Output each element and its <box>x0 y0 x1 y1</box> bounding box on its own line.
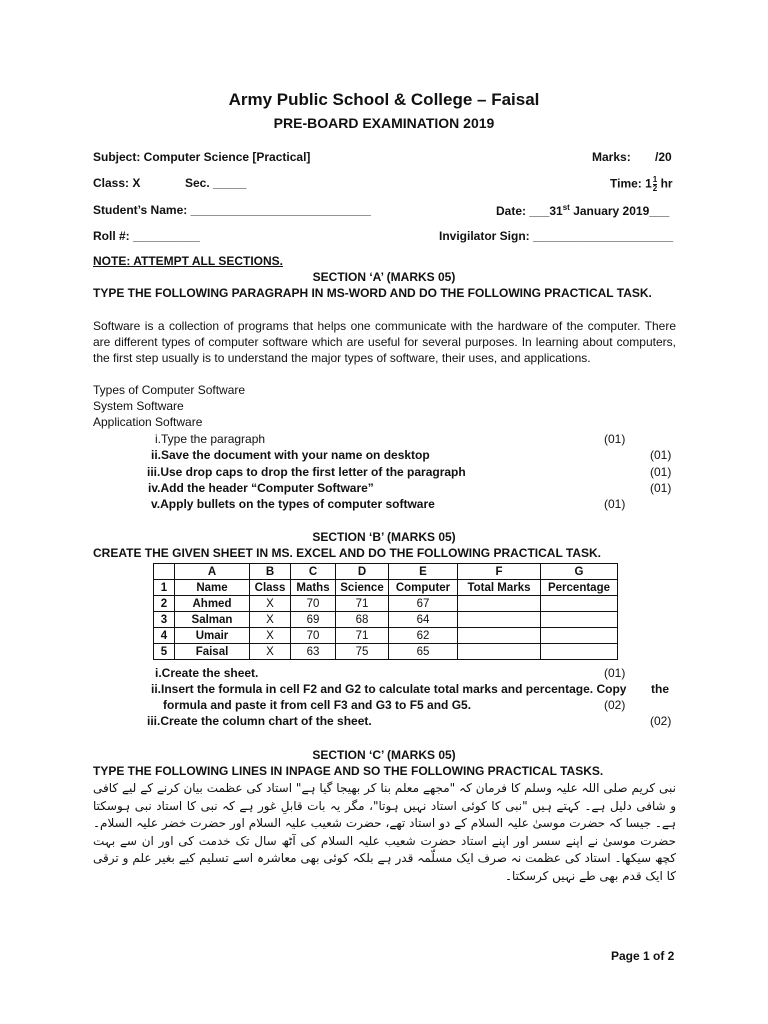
section-c-title: SECTION ‘C’ (MARKS 05) <box>312 748 456 762</box>
task-label: ii.Save the document with your name on desktop <box>151 448 430 462</box>
header-cell: Computer <box>389 580 458 596</box>
section-c-instruction: TYPE THE FOLLOWING LINES IN INPAGE AND SO THE FOLLOWING PRACTICAL TASKS. <box>93 764 604 778</box>
list-line: Types of Computer Software <box>93 383 246 397</box>
column-letter: E <box>389 564 458 580</box>
header-cell: Class <box>250 580 291 596</box>
marks-value: /20 <box>655 150 672 164</box>
header-cell: Name <box>175 580 250 596</box>
table-cell: 64 <box>389 612 458 628</box>
table-cell: X <box>250 644 291 660</box>
table-row <box>154 628 618 644</box>
exam-title: PRE-BOARD EXAMINATION 2019 <box>273 115 495 131</box>
row-number: 4 <box>154 628 175 644</box>
header-cell: Maths <box>291 580 336 596</box>
section-b-title: SECTION ‘B’ (MARKS 05) <box>312 530 456 544</box>
table-cell: 65 <box>389 644 458 660</box>
task-label: iii.Create the column chart of the sheet. <box>147 714 372 728</box>
table-row <box>154 596 618 612</box>
list-line: Application Software <box>93 415 203 429</box>
task-label: ii.Insert the formula in cell F2 and G2 to calculate total marks and percentage. Copy <box>151 682 627 696</box>
note: NOTE: ATTEMPT ALL SECTIONS. <box>93 254 283 268</box>
header-cell: Total Marks <box>458 580 541 596</box>
date-label: Date: ___31st January 2019___ <box>496 203 670 218</box>
table-cell: 75 <box>336 644 389 660</box>
task-marks: (02) <box>650 714 672 728</box>
section-b-instruction: CREATE THE GIVEN SHEET IN MS. EXCEL AND DO THE FOLLOWING PRACTICAL TASK. <box>93 546 602 560</box>
subject-label: Subject: Computer Science [Practical] <box>93 150 311 164</box>
table-cell: Salman <box>175 612 250 628</box>
table-cell: 71 <box>336 628 389 644</box>
row-number: 2 <box>154 596 175 612</box>
header-cell: Science <box>336 580 389 596</box>
table-cell: 70 <box>291 628 336 644</box>
column-letter: G <box>541 564 618 580</box>
class-label: Class: X <box>93 176 141 190</box>
task-label: i.Create the sheet. <box>155 666 259 680</box>
task-label: v.Apply bullets on the types of computer software <box>151 497 435 511</box>
table-cell: Ahmed <box>175 596 250 612</box>
table-cell <box>541 628 618 644</box>
table-cell <box>458 628 541 644</box>
table-cell: Umair <box>175 628 250 644</box>
list-line: System Software <box>93 399 184 413</box>
urdu-paragraph: نبی کریم صلی اللہ علیہ وسلم کا فرمان کہ "مجھے معلم بنا کر بھیجا گیا ہے" استاد کی عظمت بیان کرنے کے لیے کافی و شافی دلیل ہے۔ کہتے ہیں "نبی کا کوئی استاد نہیں ہوتا"، مگر یہ بات قابلِ غور ہے کہ نبی کا استاد نبی ہوسکتا ہے۔ جیسا کہ حضرت موسیٰ علیہ السلام کے دو استاد تھے، حضرت شعیب علیہ السلام اور حضرت خضر علیہ السلام۔ حضرت موسیٰ نے اپنے سسر اور اپنے استاد حضرت شعیب علیہ السلام کی آٹھ سال تک خدمت کی اور ان سے بہت کچھ سیکھا۔ استاد کی عظمت نہ صرف ایک مسلّمہ قدر ہے بلکہ کوئی بھی معاشرہ اسے تسلیم کیے بغیر علم و ترقی کا ایک قدم بھی طے نہیں کرسکتا۔ <box>93 781 676 883</box>
row-number: 3 <box>154 612 175 628</box>
invigilator-label: Invigilator Sign: _____________________ <box>439 229 674 243</box>
task-label: formula and paste it from cell F3 and G3 to F5 and G5. <box>163 698 472 712</box>
task-marks: (01) <box>650 481 672 495</box>
table-cell: 69 <box>291 612 336 628</box>
column-letter: B <box>250 564 291 580</box>
table-cell: X <box>250 628 291 644</box>
task-marks: (01) <box>604 666 626 680</box>
section-a-paragraph: Software is a collection of programs that helps one communicate with the hardware of the computer. There are different types of computer software which are useful for several purposes. In learning about computers, the first step usually is to understand the major types of software, their uses, and applications. <box>93 319 676 365</box>
marks-label: Marks: <box>592 150 631 164</box>
table-cell: 68 <box>336 612 389 628</box>
table-cell: 70 <box>291 596 336 612</box>
roll-label: Roll #: __________ <box>93 229 200 243</box>
task-marks: (01) <box>604 497 626 511</box>
section-a-title: SECTION ‘A’ (MARKS 05) <box>312 270 456 284</box>
task-label: iii.Use drop caps to drop the first letter of the paragraph <box>147 465 466 479</box>
time-fraction: $\frac{1}{2}$ <box>652 175 658 193</box>
section-a-instruction: TYPE THE FOLLOWING PARAGRAPH IN MS-WORD AND DO THE FOLLOWING PRACTICAL TASK. <box>93 286 652 300</box>
column-letter: C <box>291 564 336 580</box>
table-cell: X <box>250 612 291 628</box>
table-cell: 67 <box>389 596 458 612</box>
task-marks: (01) <box>650 448 672 462</box>
school-title: Army Public School & College – Faisal <box>228 90 540 109</box>
column-letter: A <box>175 564 250 580</box>
table-cell: 63 <box>291 644 336 660</box>
task-marks: (01) <box>604 432 626 446</box>
task-marks: (02) <box>604 698 626 712</box>
time-label: Time: 1 $\frac{1}{2}$ hr <box>610 175 673 193</box>
table-cell: 71 <box>336 596 389 612</box>
row-number: 5 <box>154 644 175 660</box>
column-letters-row <box>154 564 618 580</box>
section-label: Sec. _____ <box>185 176 247 190</box>
table-cell: Faisal <box>175 644 250 660</box>
spreadsheet-table <box>153 563 618 660</box>
table-cell <box>458 644 541 660</box>
page-number: Page 1 of 2 <box>611 949 675 963</box>
table-cell <box>458 612 541 628</box>
table-cell <box>541 644 618 660</box>
column-letter: F <box>458 564 541 580</box>
row-number: 1 <box>154 580 175 596</box>
table-row <box>154 612 618 628</box>
task-label: iv.Add the header “Computer Software” <box>148 481 374 495</box>
corner-cell <box>154 564 175 580</box>
table-row <box>154 644 618 660</box>
table-cell <box>541 596 618 612</box>
column-letter: D <box>336 564 389 580</box>
table-cell: 62 <box>389 628 458 644</box>
task-marks: (01) <box>650 465 672 479</box>
student-name-label: Student’s Name: ___________________________ <box>93 203 371 217</box>
task-label: i.Type the paragraph <box>155 432 266 446</box>
table-cell: X <box>250 596 291 612</box>
task-extra: the <box>651 682 669 696</box>
header-row <box>154 580 618 596</box>
header-cell: Percentage <box>541 580 618 596</box>
table-cell <box>458 596 541 612</box>
table-cell <box>541 612 618 628</box>
